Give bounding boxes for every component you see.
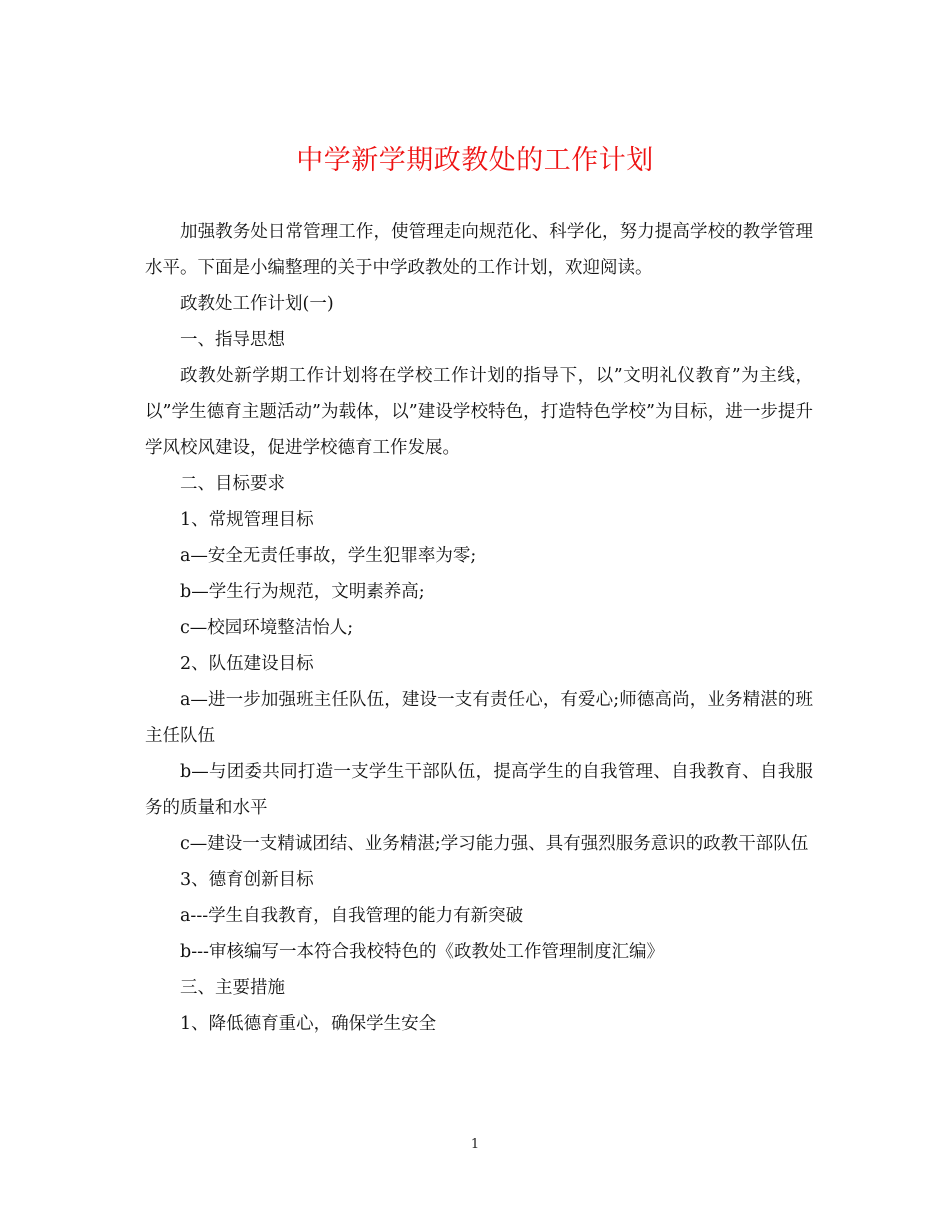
list-item-routine-a: a—安全无责任事故，学生犯罪率为零; (180, 546, 477, 566)
list-item-innovation-b: b---审核编写一本符合我校特色的《政教处工作管理制度汇编》 (180, 942, 664, 962)
section-heading-measures: 三、主要措施 (180, 978, 285, 998)
list-item-routine-c: c—校园环境整洁怡人; (180, 618, 354, 638)
paragraph-intro: 加强教务处日常管理工作，使管理走向规范化、科学化，努力提高学校的教学管理水平。下面是小编整理的关于中学政教处的工作计划，欢迎阅读。 (145, 222, 813, 278)
section-heading-goals: 二、目标要求 (180, 474, 285, 494)
list-item-team-a: a—进一步加强班主任队伍，建设一支有责任心，有爱心;师德高尚，业务精湛的班主任队伍 (145, 690, 813, 746)
list-item-routine-b: b—学生行为规范，文明素养高; (180, 582, 425, 602)
list-item-innovation-a: a---学生自我教育，自我管理的能力有新突破 (180, 906, 524, 926)
document-title: 中学新学期政教处的工作计划 (296, 145, 654, 176)
subheading-routine-management: 1、常规管理目标 (180, 510, 314, 530)
list-item-team-b: b—与团委共同打造一支学生干部队伍，提高学生的自我管理、自我教育、自我服务的质量和水平 (145, 762, 813, 818)
subheading-moral-innovation: 3、德育创新目标 (180, 870, 314, 890)
paragraph-plan-heading: 政教处工作计划(一) (180, 294, 334, 314)
subheading-team-building: 2、队伍建设目标 (180, 654, 314, 674)
list-item-team-c: c—建设一支精诚团结、业务精湛;学习能力强、具有强烈服务意识的政教干部队伍 (180, 834, 809, 854)
subheading-measure-1: 1、降低德育重心，确保学生安全 (180, 1014, 437, 1034)
section-heading-guiding-ideology: 一、指导思想 (180, 330, 285, 350)
document-body (145, 214, 813, 1042)
paragraph-guiding-ideology: 政教处新学期工作计划将在学校工作计划的指导下，以”文明礼仪教育”为主线，以”学生德育主题活动”为载体，以”建设学校特色，打造特色学校”为目标，进一步提升学风校风建设，促进学校德育工作发展。 (145, 366, 813, 458)
page-number: 1 (470, 1137, 480, 1152)
